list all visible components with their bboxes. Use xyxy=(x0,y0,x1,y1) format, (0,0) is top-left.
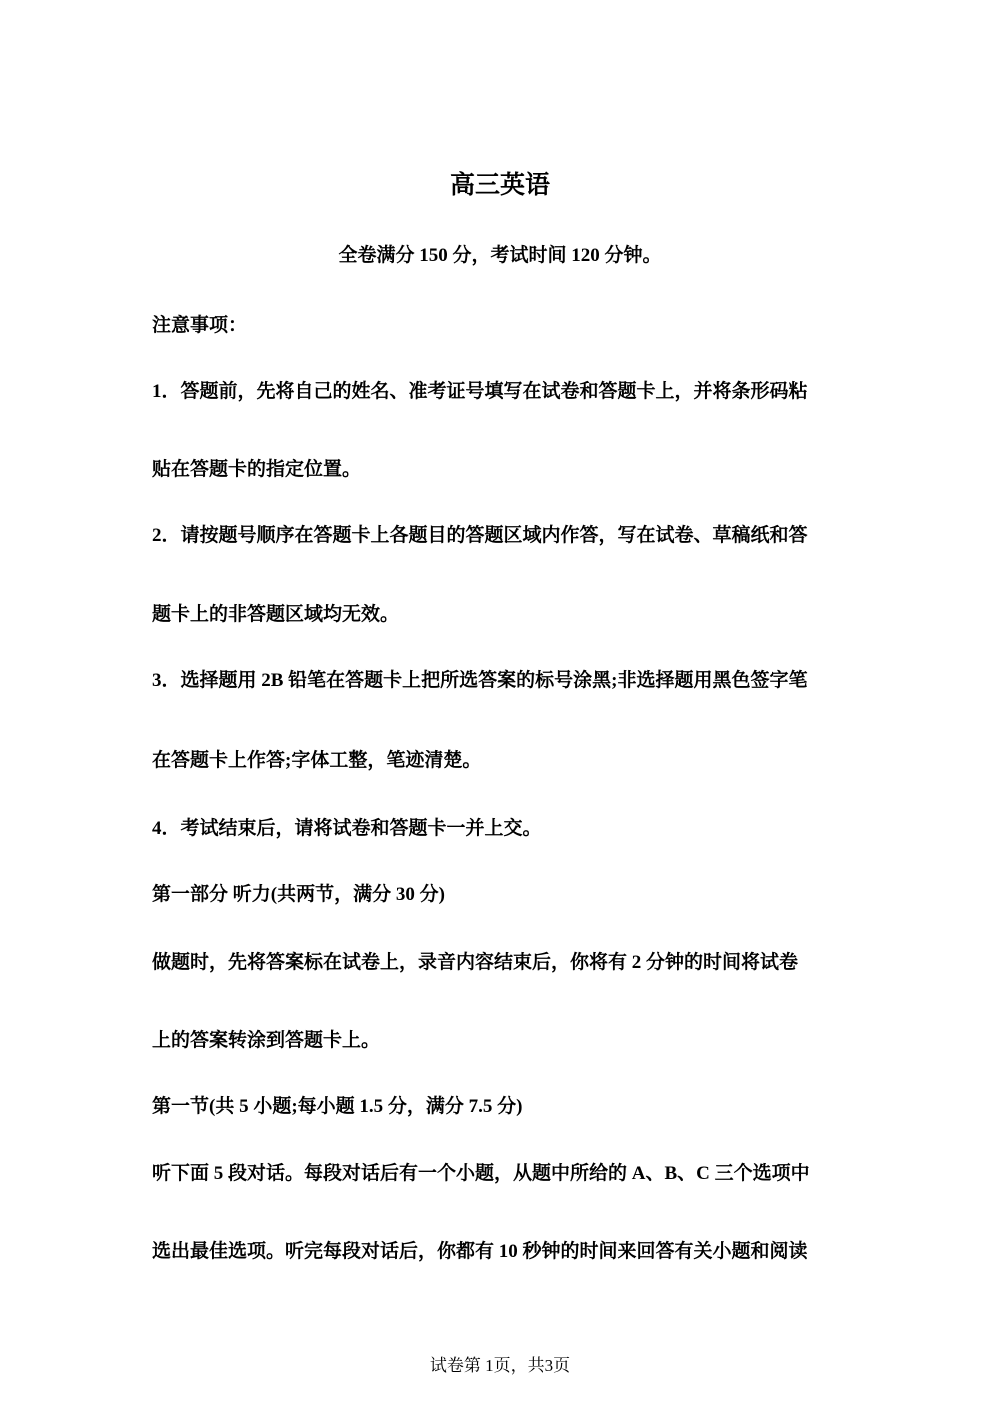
part-one-heading: 第一部分 听力(共两节，满分 30 分) xyxy=(152,884,445,905)
notice-item-1-line-1: 1．答题前，先将自己的姓名、准考证号填写在试卷和答题卡上，并将条形码粘 xyxy=(152,381,808,402)
notice-item-4: 4．考试结束后，请将试卷和答题卡一并上交。 xyxy=(152,818,542,839)
section-one-heading: 第一节(共 5 小题;每小题 1.5 分，满分 7.5 分) xyxy=(152,1096,523,1117)
section-one-instruction-line-1: 听下面 5 段对话。每段对话后有一个小题，从题中所给的 A、B、C 三个选项中 xyxy=(152,1163,810,1184)
notice-item-3-line-1: 3．选择题用 2B 铅笔在答题卡上把所选答案的标号涂黑;非选择题用黑色签字笔 xyxy=(152,670,808,691)
notice-heading: 注意事项： xyxy=(152,315,248,336)
page-title: 高三英语 xyxy=(449,170,550,199)
notice-item-1-line-2: 贴在答题卡的指定位置。 xyxy=(152,459,362,480)
listening-instruction-line-1: 做题时，先将答案标在试卷上，录音内容结束后，你将有 2 分钟的时间将试卷 xyxy=(152,952,799,973)
notice-item-3-line-2: 在答题卡上作答;字体工整，笔迹清楚。 xyxy=(152,750,482,771)
section-one-instruction-line-2: 选出最佳选项。听完每段对话后，你都有 10 秒钟的时间来回答有关小题和阅读 xyxy=(152,1241,808,1262)
page-footer: 试卷第 1页，共3页 xyxy=(429,1356,571,1375)
listening-instruction-line-2: 上的答案转涂到答题卡上。 xyxy=(152,1030,381,1051)
notice-item-2-line-1: 2．请按题号顺序在答题卡上各题目的答题区域内作答，写在试卷、草稿纸和答 xyxy=(152,525,808,546)
notice-item-2-line-2: 题卡上的非答题区域均无效。 xyxy=(152,604,400,625)
exam-info: 全卷满分 150 分，考试时间 120 分钟。 xyxy=(338,245,662,266)
